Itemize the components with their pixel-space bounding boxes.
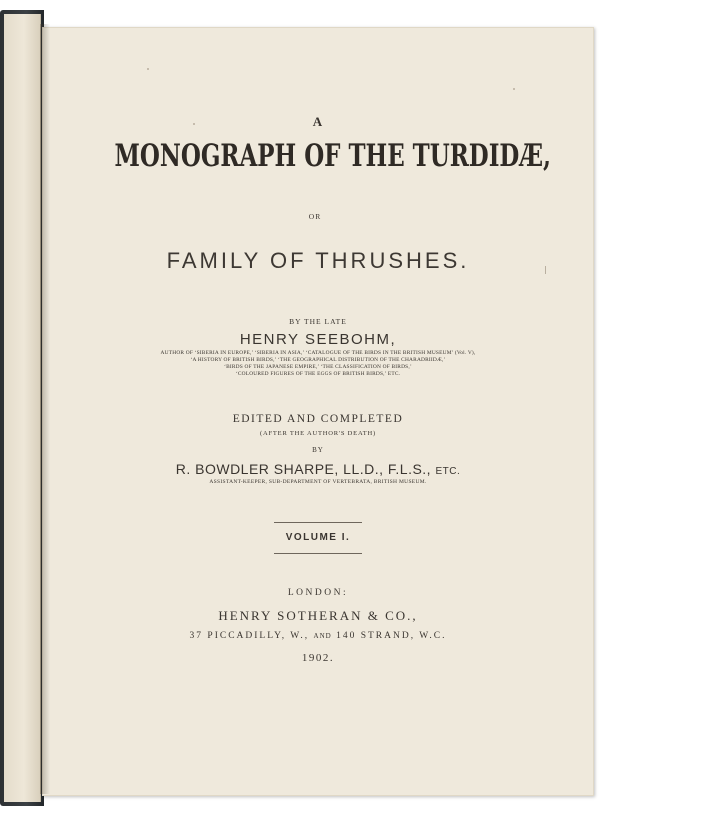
address-part: 37 PICCADILLY, W., <box>189 631 310 641</box>
address-part: 140 STRAND, W.C. <box>336 631 447 641</box>
gutter-shadow <box>40 24 50 794</box>
editor-name <box>43 461 593 477</box>
by-line: BY <box>312 446 324 454</box>
paper-speck <box>513 88 515 90</box>
book-subtitle: FAMILY OF THRUSHES. <box>166 248 470 273</box>
divider-rule <box>274 522 362 523</box>
edited-line: EDITED AND COMPLETED <box>232 413 404 425</box>
address-and: AND <box>313 632 332 640</box>
editor-etc: ETC. <box>435 466 461 477</box>
title-page <box>42 27 594 796</box>
author-credit-line: ‘COLOURED FIGURES OF THE EGGS OF BRITISH BIRDS,’ ETC. <box>235 371 401 377</box>
author-credit-line: ‘A HISTORY OF BRITISH BIRDS,’ ‘THE GEOGRAPHICAL DISTRIBUTION OF THE CHARADRIIDÆ,’ <box>190 357 446 363</box>
paper-speck <box>147 68 149 70</box>
publication-year: 1902. <box>301 652 335 664</box>
book-title: MONOGRAPH OF THE TURDIDÆ, <box>114 138 552 174</box>
left-page-stack <box>4 14 41 802</box>
publisher-address <box>43 631 593 641</box>
author-credit-line: ‘BIRDS OF THE JAPANESE EMPIRE,’ ‘THE CLASSIFICATION OF BIRDS,’ <box>224 364 412 370</box>
volume-label: VOLUME I. <box>285 532 351 543</box>
imprint-place: LONDON: <box>287 588 349 598</box>
editor-position: ASSISTANT-KEEPER, SUB-DEPARTMENT OF VERTEBRATA, BRITISH MUSEUM. <box>209 479 427 485</box>
author-credit-line: AUTHOR OF ‘SIBERIA IN EUROPE,’ ‘SIBERIA IN ASIA,’ ‘CATALOGUE OF THE BIRDS IN THE BRITISH MUSEUM’ (Vol. V), <box>160 350 476 356</box>
by-the-late: BY THE LATE <box>289 317 347 326</box>
title-or: OR <box>308 212 322 221</box>
editor-name-text: R. BOWDLER SHARPE, LL.D., F.L.S., <box>175 461 432 477</box>
title-article: A <box>312 114 324 129</box>
divider-rule <box>274 553 362 554</box>
author-name: HENRY SEEBOHM, <box>239 331 397 348</box>
publisher-name: HENRY SOTHERAN & CO., <box>218 608 418 623</box>
after-death-note: (AFTER THE AUTHOR'S DEATH) <box>260 430 376 437</box>
